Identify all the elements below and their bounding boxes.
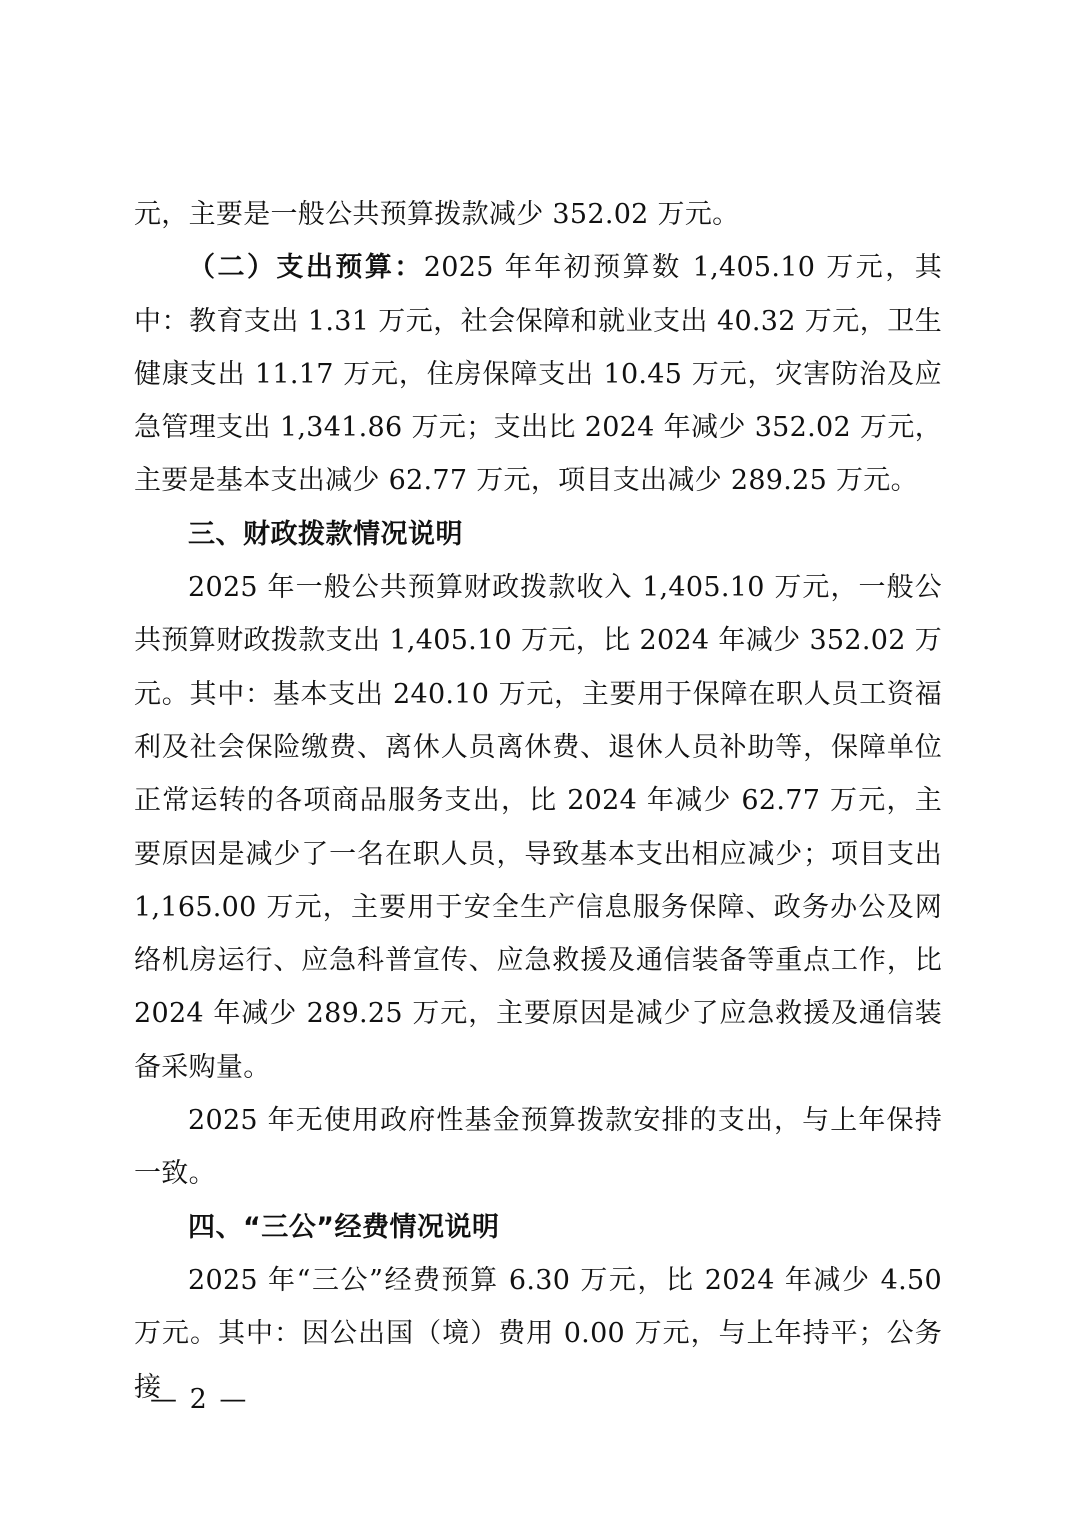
- body-text: [134, 188, 942, 1414]
- paragraph-continuation: [134, 188, 942, 241]
- paragraph-fiscal-appropriation: 2025 年一般公共预算财政拨款收入 1,405.10 万元，一般公共预算财政拨款支出 1,405.10 万元，比 2024 年减少 352.02 万元。其中：基本支出 240.10 万元，主要用于保障在职人员工资福利及社会保险缴费、离休人员离休费、退休人员补助等，保障单位正常运转的各项商品服务支出，比 2024 年减少 62.77 万元，主要原因是减少了一名在职人员，导致基本支出相应减少；项目支出 1,165.00 万元，主要用于安全生产信息服务保障、政务办公及网络机房运行、应急科普宣传、应急救援及通信装备等重点工作，比 2024 年减少 289.25 万元，主要原因是减少了应急救援及通信装备采购量。: [134, 572, 942, 1083]
- paragraph-government-fund: 2025 年无使用政府性基金预算拨款安排的支出，与上年保持一致。: [134, 1105, 942, 1190]
- page-number: — 2 —: [150, 1384, 249, 1415]
- paragraph-expenditure-budget: [134, 241, 942, 507]
- paragraph-text: 元，主要是一般公共预算拨款减少 352.02 万元。: [134, 199, 740, 230]
- subsection-label: （二）支出预算：: [188, 252, 424, 284]
- paragraph-three-public-expenses: 2025 年“三公”经费预算 6.30 万元，比 2024 年减少 4.50 万元。其中：因公出国（境）费用 0.00 万元，与上年持平；公务接: [134, 1264, 942, 1403]
- section-heading-three-public-expenses: 四、“三公”经费情况说明: [188, 1211, 500, 1243]
- paragraph-text: 2025 年年初预算数 1,405.10 万元，其中：教育支出 1.31 万元，社会保障和就业支出 40.32 万元，卫生健康支出 11.17 万元，住房保障支出 10.45 万元，灾害防治及应急管理支出 1,341.86 万元；支出比 2024 年减少 352.02 万元，主要是基本支出减少 62.77 万元，项目支出减少 289.25 万元。: [134, 252, 942, 497]
- section-heading-fiscal-appropriation: 三、财政拨款情况说明: [188, 518, 463, 550]
